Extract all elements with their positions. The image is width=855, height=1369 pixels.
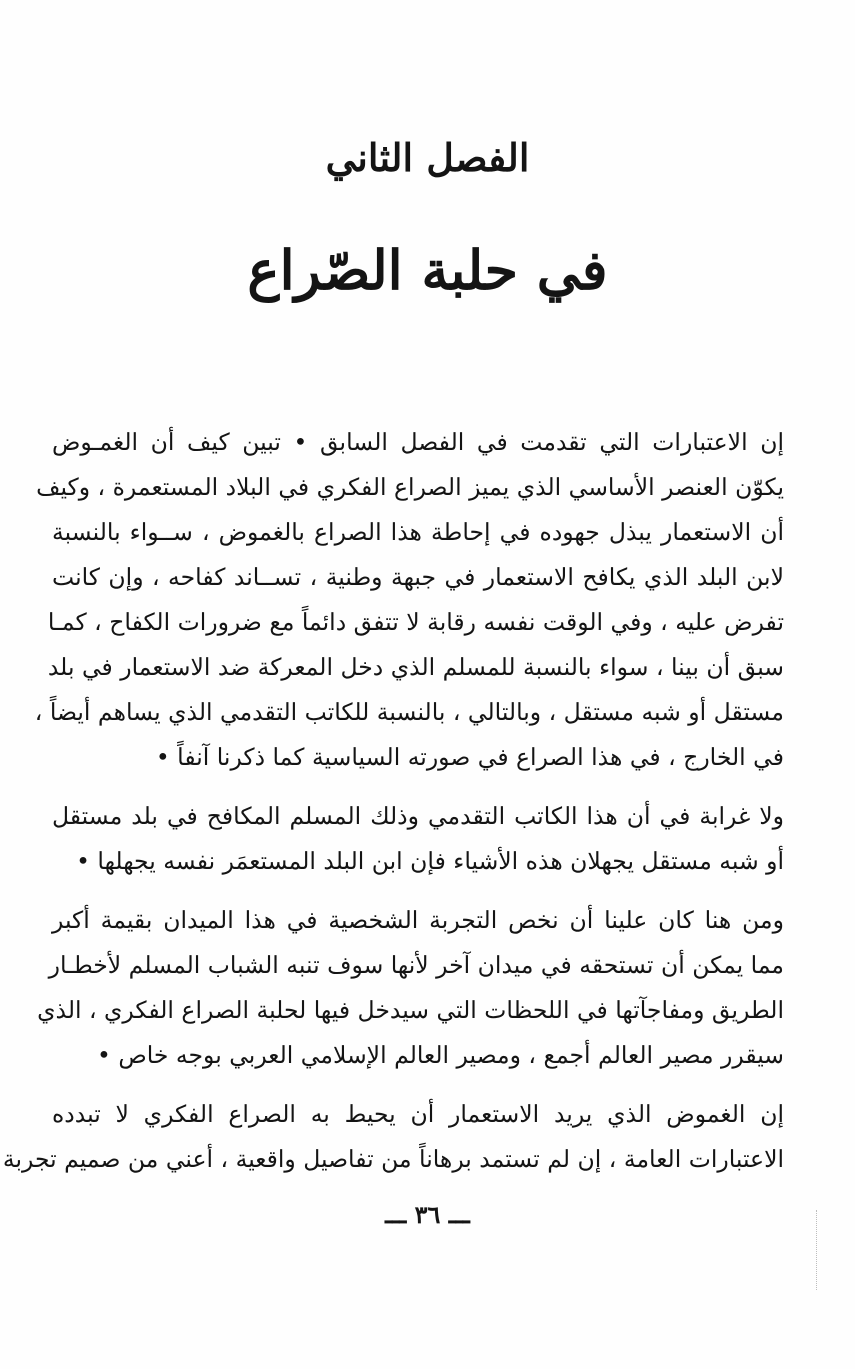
page-number: ـــ ٣٦ ـــ [385, 1200, 470, 1229]
text-line: أن الاستعمار يبذل جهوده في إحاطة هذا الصراع بالغموض ، ســواء بالنسبة [52, 518, 784, 546]
chapter-title: الفصل الثاني [325, 135, 530, 180]
text-line: سيقرر مصير العالم أجمع ، ومصير العالم الإسلامي العربي بوجه خاص • [97, 1041, 784, 1069]
text-line: مما يمكن أن تستحقه في ميدان آخر لأنها سوف تنبه الشباب المسلم لأخطـار [48, 951, 784, 979]
body-text [2, 420, 784, 1196]
text-line: ومن هنا كان علينا أن نخص التجربة الشخصية في هذا الميدان بقيمة أكبر [52, 906, 784, 934]
paragraph-4 [2, 1092, 784, 1182]
text-line: لابن البلد الذي يكافح الاستعمار في جبهة وطنية ، تســاند كفاحه ، وإن كانت [52, 563, 784, 591]
text-line: ولا غرابة في أن هذا الكاتب التقدمي وذلك المسلم المكافح في بلد مستقل [52, 802, 784, 830]
text-line: الاعتبارات العامة ، إن لم تستمد برهاناً من تفاصيل واقعية ، أعني من صميم تجربة [2, 1145, 784, 1173]
text-line: في الخارج ، في هذا الصراع في صورته السياسية كما ذكرنا آنفاً • [155, 743, 784, 771]
paragraph-2 [52, 794, 784, 884]
text-line: إن الاعتبارات التي تقدمت في الفصل السابق • تبين كيف أن الغمـوض [52, 428, 784, 456]
paragraph-1 [34, 420, 784, 780]
chapter-subtitle: في حلبة الصّراع [247, 238, 608, 302]
text-line: تفرض عليه ، وفي الوقت نفسه رقابة لا تتفق دائماً مع ضرورات الكفاح ، كمـا [47, 608, 784, 636]
page-edge-marks [814, 1210, 817, 1290]
text-line: مستقل أو شبه مستقل ، وبالتالي ، بالنسبة للكاتب التقدمي الذي يساهم أيضاً ، [34, 698, 784, 726]
text-line: الطريق ومفاجآتها في اللحظات التي سيدخل فيها لحلبة الصراع الفكري ، الذي [37, 996, 784, 1024]
text-line: أو شبه مستقل يجهلان هذه الأشياء فإن ابن البلد المستعمَر نفسه يجهلها • [76, 847, 784, 875]
text-line: يكوّن العنصر الأساسي الذي يميز الصراع الفكري في البلاد المستعمرة ، وكيف [36, 473, 784, 501]
paragraph-3 [37, 898, 784, 1078]
text-line: سبق أن بينا ، سواء بالنسبة للمسلم الذي دخل المعركة ضد الاستعمار في بلد [47, 653, 784, 681]
text-line: إن الغموض الذي يريد الاستعمار أن يحيط به الصراع الفكري لا تبدده [52, 1100, 784, 1128]
